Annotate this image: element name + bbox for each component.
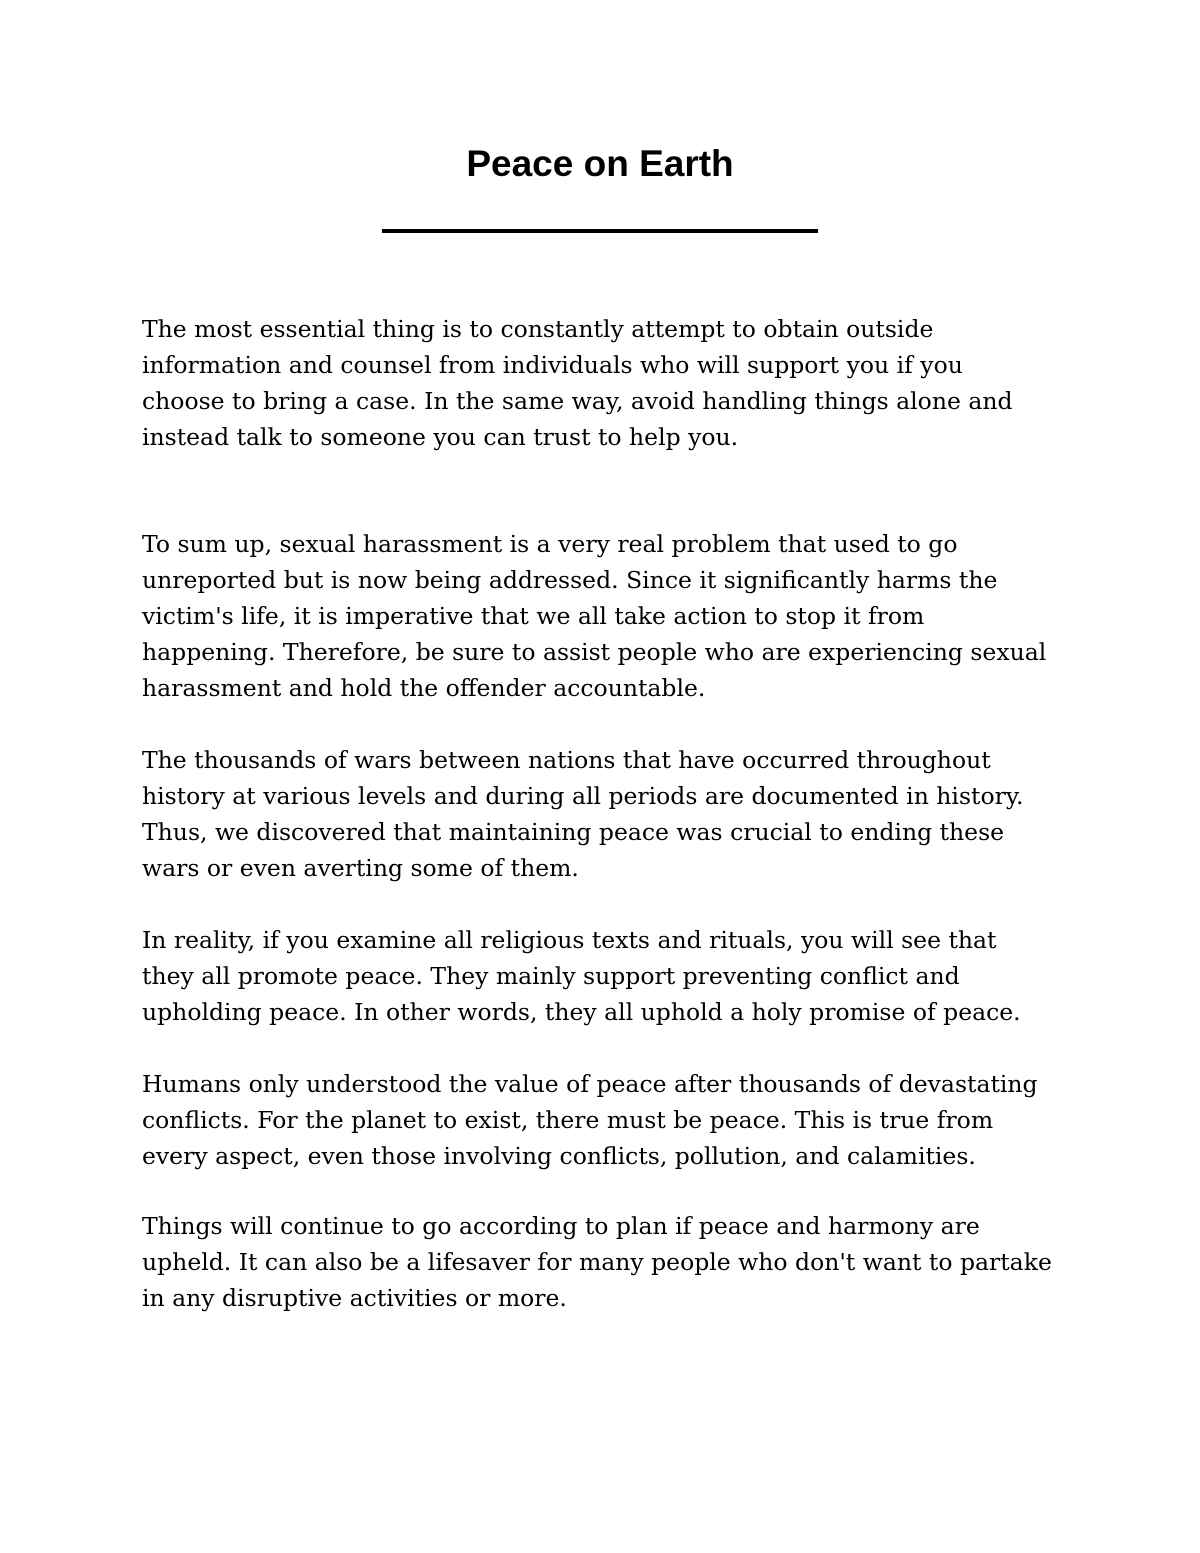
paragraph-line: every aspect, even those involving conflicts, pollution, and calamities. xyxy=(142,1142,976,1170)
paragraph xyxy=(142,1208,1082,1316)
paragraph-line: information and counsel from individuals who will support you if you xyxy=(142,351,963,379)
paragraph-line: conflicts. For the planet to exist, there must be peace. This is true from xyxy=(142,1106,994,1134)
paragraph-line: victim's life, it is imperative that we all take action to stop it from xyxy=(142,602,925,630)
paragraph-line: upheld. It can also be a lifesaver for many people who don't want to partake xyxy=(142,1248,1052,1276)
paragraph xyxy=(142,1066,1082,1174)
paragraph-line: The most essential thing is to constantly attempt to obtain outside xyxy=(142,315,934,343)
paragraph-line: upholding peace. In other words, they all uphold a holy promise of peace. xyxy=(142,998,1021,1026)
paragraph xyxy=(142,922,1082,1030)
paragraph-line: wars or even averting some of them. xyxy=(142,854,579,882)
paragraph-line: happening. Therefore, be sure to assist people who are experiencing sexual xyxy=(142,638,1047,666)
paragraph-line: harassment and hold the offender accountable. xyxy=(142,674,706,702)
document-title: Peace on Earth xyxy=(466,143,734,184)
title-underline xyxy=(382,229,818,233)
paragraph-line: Things will continue to go according to plan if peace and harmony are xyxy=(142,1212,980,1240)
paragraph-line: Humans only understood the value of peace after thousands of devastating xyxy=(142,1070,1038,1098)
paragraph-line: The thousands of wars between nations that have occurred throughout xyxy=(142,746,991,774)
paragraph-line: choose to bring a case. In the same way, avoid handling things alone and xyxy=(142,387,1013,415)
paragraph-line: they all promote peace. They mainly support preventing conflict and xyxy=(142,962,960,990)
paragraph-line: history at various levels and during all periods are documented in history. xyxy=(142,782,1024,810)
paragraph-line: instead talk to someone you can trust to help you. xyxy=(142,423,739,451)
paragraph-line: unreported but is now being addressed. Since it significantly harms the xyxy=(142,566,998,594)
paragraph xyxy=(142,742,1082,886)
paragraph-line: To sum up, sexual harassment is a very real problem that used to go xyxy=(142,530,958,558)
paragraph xyxy=(142,526,1082,706)
paragraph-line: Thus, we discovered that maintaining peace was crucial to ending these xyxy=(142,818,1005,846)
paragraph-line: In reality, if you examine all religious texts and rituals, you will see that xyxy=(142,926,997,954)
paragraph-line: in any disruptive activities or more. xyxy=(142,1284,567,1312)
paragraph xyxy=(142,311,1082,455)
